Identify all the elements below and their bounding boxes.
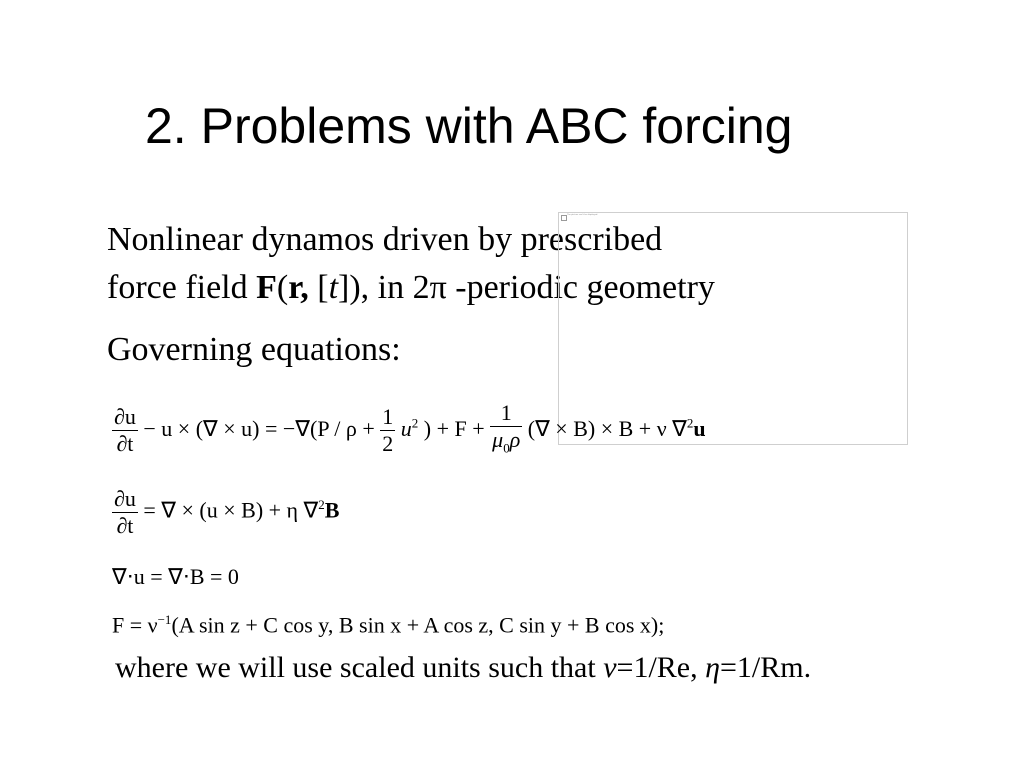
intro-line-2-suffix: ]), in 2π -periodic geometry: [338, 269, 715, 306]
momentum-derivative-numerator: ∂u: [114, 404, 136, 430]
viscosity-symbol: ν: [603, 651, 617, 684]
momentum-equation: [112, 400, 706, 461]
velocity-magnitude: u: [400, 415, 412, 441]
velocity-exponent: 2: [411, 415, 419, 431]
induction-exponent: 2: [318, 497, 325, 513]
governing-label: Governing equations:: [107, 331, 401, 368]
viscosity-definition: =1/Re,: [616, 651, 706, 684]
laplacian-exponent: 2: [686, 415, 694, 431]
lorentz-coefficient-numerator: 1: [490, 400, 522, 427]
half-numerator: 1: [382, 404, 394, 430]
induction-time-derivative: [112, 486, 138, 539]
diffusivity-symbol: η: [705, 651, 721, 684]
momentum-term-3: (∇ × B) × B + ν ∇: [527, 415, 687, 441]
induction-rhs: = ∇ × (u × B) + η ∇: [143, 497, 319, 523]
placeholder-caption: The picture can't be displayed.: [567, 214, 598, 216]
half-fraction: [380, 404, 395, 457]
closing-prefix: where we will use scaled units such that: [115, 651, 604, 684]
induction-equation: [112, 486, 339, 539]
momentum-term-1: − u × (∇ × u) = −∇(P / ρ +: [143, 415, 381, 441]
forcing-rhs: (A sin z + C cos y, B sin x + A cos z, C sin y + B cos x);: [171, 612, 665, 638]
lorentz-coefficient: [490, 400, 522, 461]
forcing-equation: [112, 607, 664, 638]
lorentz-coefficient-denominator: $\mu_0\rho$: [492, 427, 521, 456]
force-symbol: F: [256, 269, 277, 306]
momentum-derivative-denominator: ∂t: [116, 431, 134, 457]
time-symbol: t: [328, 269, 339, 306]
induction-derivative-denominator: ∂t: [116, 513, 134, 538]
forcing-lhs: F = ν: [112, 612, 158, 638]
induction-derivative-numerator: ∂u: [114, 486, 136, 511]
intro-line-1: Nonlinear dynamos driven by prescribed: [107, 221, 663, 258]
induction-term-end: B: [324, 497, 340, 523]
momentum-term-end: u: [693, 415, 706, 441]
intro-paren: (: [276, 269, 289, 306]
intro-line-2-prefix: force field: [107, 269, 257, 306]
closing-line: [115, 650, 811, 686]
momentum-time-derivative: [112, 404, 138, 457]
intro-bracket: [: [308, 269, 329, 306]
slide-title: 2. Problems with ABC forcing: [145, 98, 793, 154]
position-symbol: r,: [288, 269, 309, 306]
divergence-equation: ∇⋅u = ∇⋅B = 0: [112, 564, 239, 589]
momentum-term-2: ) + F +: [423, 415, 491, 441]
forcing-exponent: −1: [157, 612, 172, 627]
half-denominator: 2: [382, 431, 394, 457]
diffusivity-definition: =1/Rm.: [720, 651, 812, 684]
